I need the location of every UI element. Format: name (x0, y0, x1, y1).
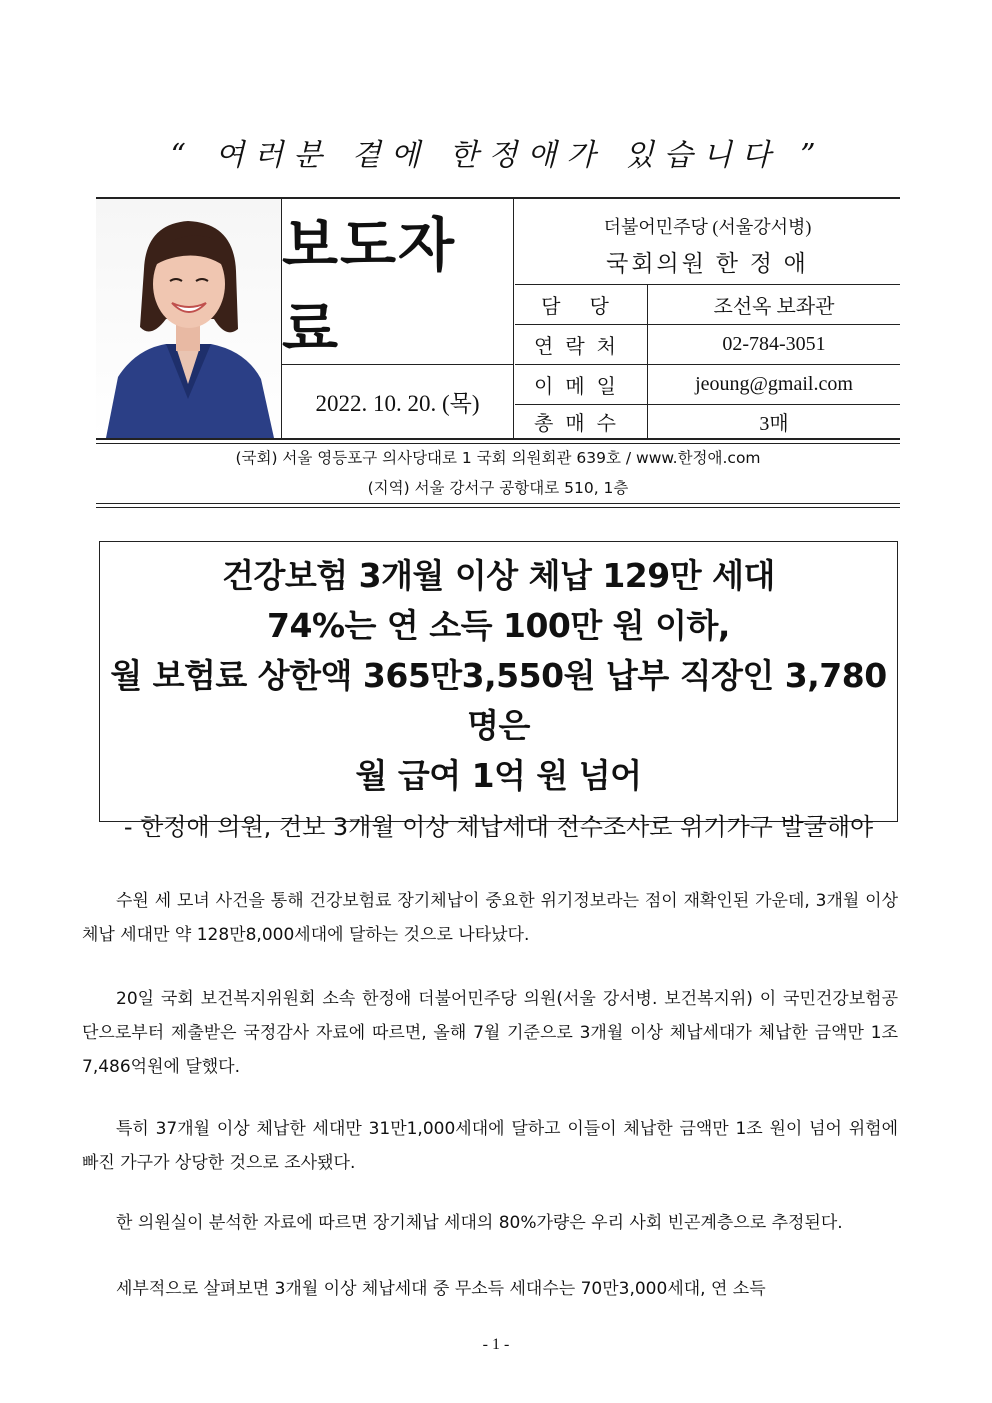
body-paragraph: 세부적으로 살펴보면 3개월 이상 체납세대 중 무소득 세대수는 70만3,000세대, 연 소득 (116, 1279, 766, 1299)
lawmaker-photo (96, 199, 282, 438)
contact-value: 3매 (759, 413, 789, 435)
press-header (96, 197, 900, 440)
body-paragraph: 특히 37개월 이상 체납한 세대만 31만1,000세대에 달하고 이들이 체납한 금액만 1조 원이 넘어 위험에 빠진 가구가 상당한 것으로 조사됐다. (82, 1119, 898, 1173)
divider (96, 503, 900, 504)
slogan: “ 여러분 곁에 한정애가 있습니다 ” (170, 138, 826, 173)
headline-subtitle: - 한정애 의원, 건보 3개월 이상 체납세대 전수조사로 위기가구 발굴해야 (123, 813, 874, 841)
body-paragraph: 20일 국회 보건복지위원회 소속 한정애 더불어민주당 의원(서울 강서병. 보건복지위) 이 국민건강보험공단으로부터 제출받은 국정감사 자료에 따르면, 올해 7월 기준으로 3개월 이상 체납세대가 체납한 금액만 1조7,486억원에 달했다. (82, 989, 898, 1077)
headline-line: 건강보험 3개월 이상 체납 129만 세대 (222, 556, 775, 595)
contact-row (515, 405, 900, 438)
contact-value: jeoung@gmail.com (695, 373, 853, 395)
body-paragraph: 수원 세 모녀 사건을 통해 건강보험료 장기체납이 중요한 위기정보라는 점이 재확인된 가운데, 3개월 이상 체납 세대만 약 128만8,000세대에 달하는 것으로 나타났다. (82, 891, 898, 945)
contact-row (515, 365, 900, 405)
member-name: 국회의원 한 정 애 (606, 251, 809, 276)
contact-label: 이메일 (515, 365, 648, 404)
assembly-address: (국회) 서울 영등포구 의사당대로 1 국회 의원회관 639호 / www.한정애.com (235, 449, 761, 467)
page-number: - 1 - (482, 1336, 510, 1353)
local-address: (지역) 서울 강서구 공항대로 510, 1층 (367, 479, 629, 497)
party-info (515, 199, 900, 285)
party-name: 더불어민주당 (서울강서병) (603, 217, 812, 237)
headline-line: 월 보험료 상한액 365만3,550원 납부 직장인 3,780명은 (110, 656, 887, 745)
headline-line: 월 급여 1억 원 넘어 (355, 756, 642, 795)
contact-value: 02-784-3051 (722, 333, 826, 355)
headline-line: 74%는 연 소득 100만 원 이하, (267, 606, 730, 645)
contact-row (515, 325, 900, 365)
contact-label: 총매수 (515, 405, 648, 438)
contact-row (515, 285, 900, 325)
headline-box (99, 541, 898, 841)
press-release-label: 보도자료 (282, 199, 514, 365)
release-date: 2022. 10. 20. (목) (282, 365, 514, 438)
contact-value: 조선옥 보좌관 (713, 296, 835, 318)
contact-label: 연락처 (515, 325, 648, 364)
divider (96, 507, 900, 508)
body-paragraph: 한 의원실이 분석한 자료에 따르면 장기체납 세대의 80%가량은 우리 사회 빈곤계층으로 추정된다. (116, 1213, 843, 1233)
contact-table (515, 285, 900, 438)
contact-label: 담 당 (515, 285, 648, 324)
